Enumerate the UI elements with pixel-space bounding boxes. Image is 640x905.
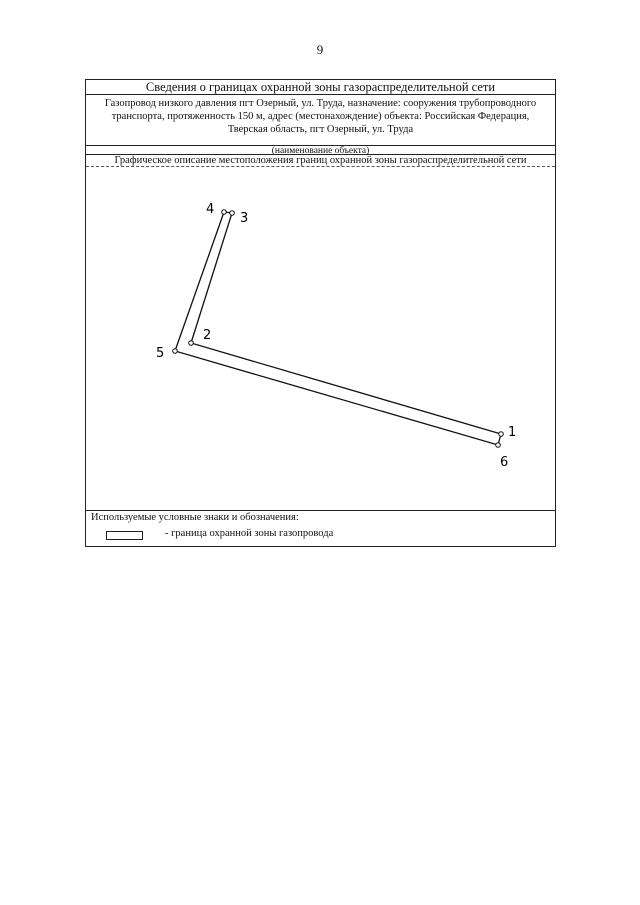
object-description-line: Газопровод низкого давления пгт Озерный, ул. Труда, назначение: сооружения трубопроводного — [104, 98, 537, 109]
boundary-point-marker — [499, 432, 504, 437]
object-description — [86, 95, 555, 145]
page-number: 9 — [316, 42, 324, 57]
boundary-point-marker — [496, 443, 501, 448]
point-label-4: 4 — [206, 202, 215, 217]
boundary-info-form — [85, 79, 556, 547]
object-description-line: Тверская область, пгт Озерный, ул. Труда — [227, 124, 414, 135]
legend-heading: Используемые условные знаки и обозначения: — [91, 512, 299, 523]
point-label-1: 1 — [508, 425, 517, 440]
boundary-point-marker — [173, 349, 178, 354]
boundary-point-marker — [222, 210, 227, 215]
boundary-line-swatch — [106, 531, 143, 540]
object-name-caption: (наименование объекта) — [86, 145, 555, 155]
point-label-2: 2 — [203, 328, 212, 343]
legend-item-text: - граница охранной зоны газопровода — [165, 528, 334, 539]
legend — [86, 510, 555, 547]
point-label-5: 5 — [156, 346, 165, 361]
boundary-point-marker — [230, 211, 235, 216]
graphic-section-title: Графическое описание местоположения границ охранной зоны газораспределительной сети — [86, 155, 555, 167]
object-description-line: транспорта, протяженность 150 м, адрес (местонахождение) объекта: Российская Федерация, — [111, 111, 530, 122]
point-label-6: 6 — [500, 455, 509, 470]
protected-zone-boundary — [175, 212, 501, 445]
boundary-point-marker — [189, 341, 194, 346]
boundary-drawing — [86, 167, 555, 510]
point-label-3: 3 — [240, 211, 249, 226]
form-title: Сведения о границах охранной зоны газораспределительной сети — [86, 80, 555, 95]
